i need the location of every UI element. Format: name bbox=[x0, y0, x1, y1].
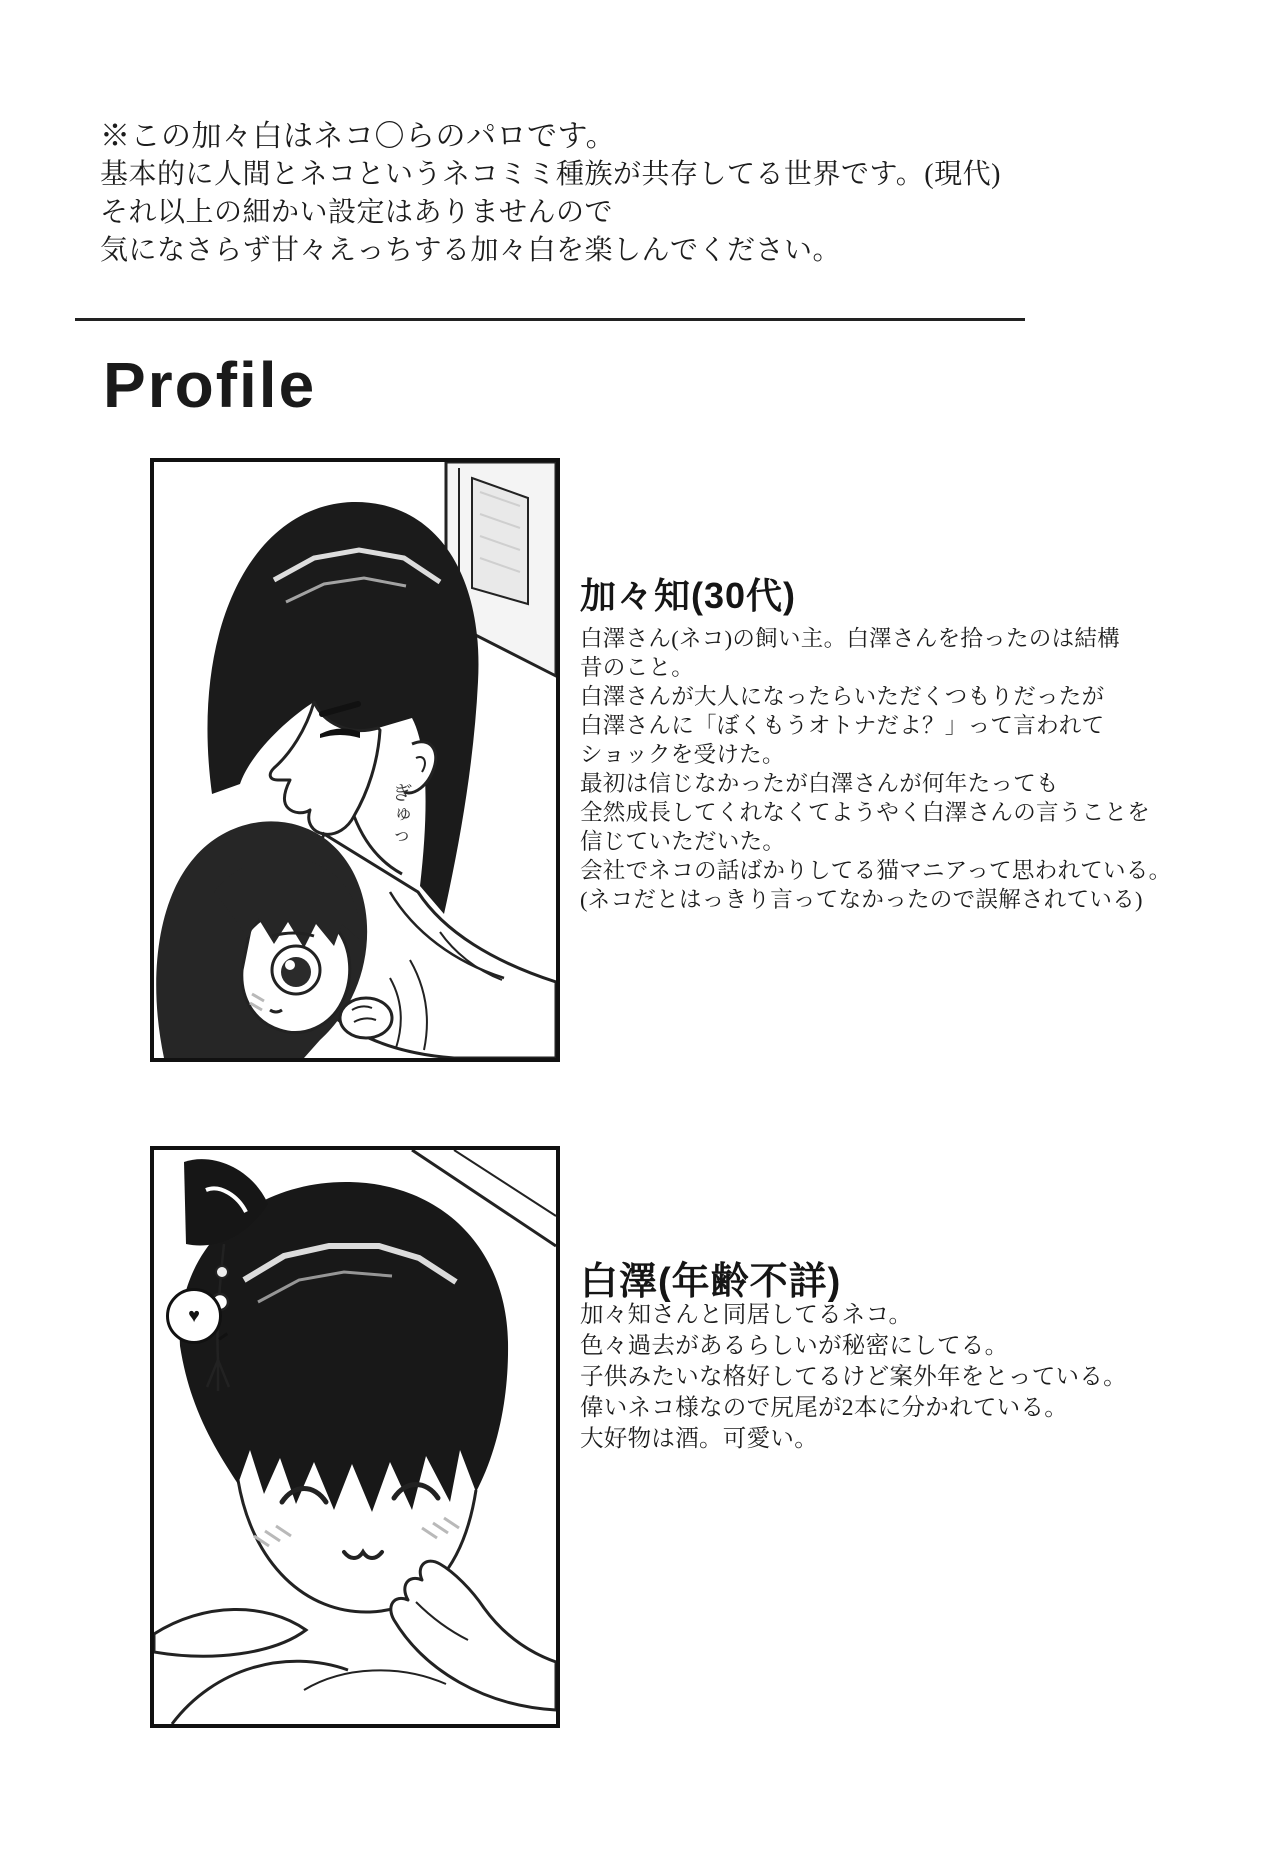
disclaimer-line: 気になさらず甘々えっちする加々白を楽しんでください。 bbox=[100, 235, 842, 266]
desc-line: 昔のこと。 bbox=[580, 655, 695, 680]
heart-speech-bubble bbox=[166, 1288, 222, 1344]
profile-name-shirasawa: 白澤(年齢不詳) bbox=[580, 1261, 842, 1303]
desc-line: 大好物は酒。可愛い。 bbox=[580, 1426, 818, 1452]
desc-line: 子供みたいな格好してるけど案外年をとっている。 bbox=[580, 1364, 1127, 1390]
profile-desc-shirasawa bbox=[580, 1300, 1200, 1455]
desc-line: 色々過去があるらしいが秘密にしてる。 bbox=[580, 1333, 1009, 1359]
desc-line: 全然成長してくれなくてようやく白澤さんの言うことを bbox=[580, 800, 1151, 825]
shirasawa-illustration bbox=[154, 1150, 556, 1724]
petting-hand bbox=[391, 1561, 556, 1710]
desc-line: 白澤さんに「ぼくもうオトナだよ？」って言われて bbox=[580, 713, 1105, 738]
hug-sfx-text: ぎゅっ bbox=[384, 781, 412, 849]
desc-line: 加々知さんと同居してるネコ。 bbox=[580, 1302, 913, 1328]
kakachi-illustration-frame bbox=[150, 458, 560, 1062]
desc-line: 偉いネコ様なので尻尾が2本に分かれている。 bbox=[580, 1395, 1069, 1421]
desc-line: 会社でネコの話ばかりしてる猫マニアって思われている。 bbox=[580, 858, 1172, 883]
desc-line: 白澤さん(ネコ)の飼い主。白澤さんを拾ったのは結構 bbox=[580, 626, 1120, 651]
disclaimer-block bbox=[100, 118, 1060, 270]
page-title: Profile bbox=[103, 349, 317, 421]
disclaimer-line: 基本的に人間とネコというネコミミ種族が共存してる世界です。(現代) bbox=[100, 159, 1001, 190]
desc-line: 最初は信じなかったが白澤さんが何年たっても bbox=[580, 771, 1059, 796]
desc-line: ショックを受けた。 bbox=[580, 742, 785, 767]
heart-icon: ♥ bbox=[188, 1304, 200, 1327]
desc-line: (ネコだとはっきり言ってなかったので誤解されている) bbox=[580, 887, 1143, 912]
profile-name-kakachi: 加々知(30代) bbox=[580, 575, 797, 616]
disclaimer-line: それ以上の細かい設定はありませんので bbox=[100, 197, 614, 228]
horizontal-divider bbox=[75, 318, 1025, 321]
desc-line: 信じていただいた。 bbox=[580, 829, 786, 854]
desc-line: 白澤さんが大人になったらいただくつもりだったが bbox=[580, 684, 1105, 709]
profile-desc-kakachi bbox=[580, 624, 1200, 914]
shirasawa-illustration-frame bbox=[150, 1146, 560, 1728]
kakachi-illustration bbox=[154, 462, 556, 1058]
disclaimer-line: ※この加々白はネコ〇らのパロです。 bbox=[100, 120, 617, 153]
